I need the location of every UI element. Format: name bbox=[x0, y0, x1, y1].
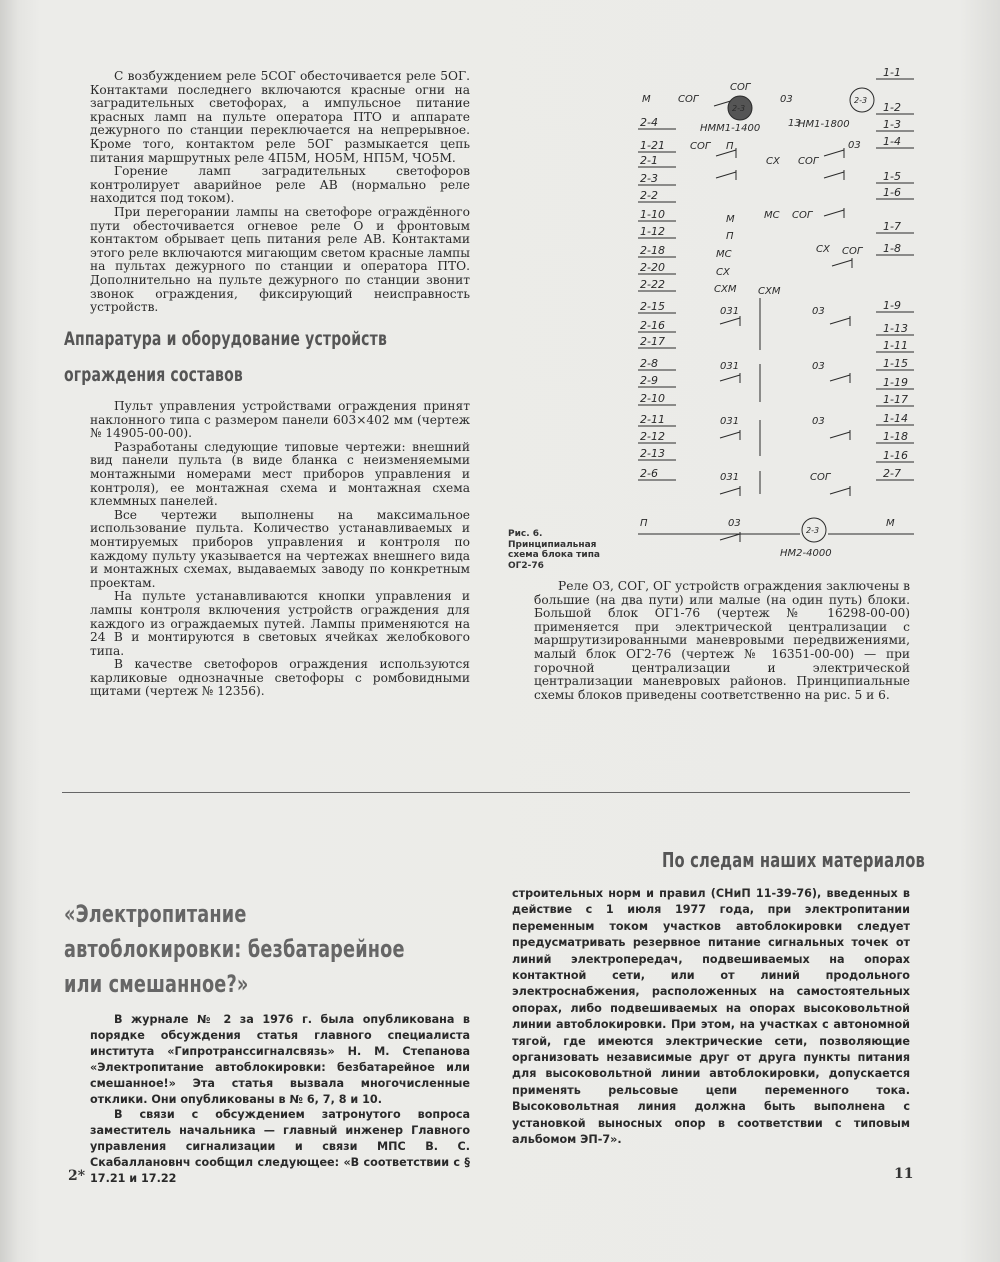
relay-coil-icon-label: 2-3 bbox=[732, 104, 746, 113]
terminal-label-left: 1-21 bbox=[640, 139, 665, 152]
section-divider bbox=[62, 792, 910, 793]
relay-contact bbox=[716, 172, 736, 178]
diagram-label: СХ bbox=[766, 156, 780, 167]
terminal-label-left: 2-6 bbox=[640, 467, 658, 480]
diagram-label: СОГ bbox=[690, 141, 711, 152]
diagram-label: 031 bbox=[720, 361, 740, 372]
diagram-label: 03 bbox=[848, 140, 861, 151]
relay-contact bbox=[832, 260, 852, 266]
diagram-label: МС bbox=[764, 210, 780, 221]
article-title-line1: «Электропитание bbox=[64, 900, 247, 928]
diagram-label: М bbox=[642, 94, 651, 105]
relay-coil-icon-label: 2-3 bbox=[806, 526, 820, 535]
diagram-label: П bbox=[640, 518, 648, 529]
diagram-label: МС bbox=[716, 249, 732, 260]
diagram-label: СОГ bbox=[792, 210, 813, 221]
terminal-label-right: 1-15 bbox=[883, 357, 908, 370]
relay-contact bbox=[824, 172, 844, 178]
relay-coil-icon-label: 2-3 bbox=[854, 96, 868, 105]
relay-contact bbox=[824, 210, 844, 216]
figure-caption bbox=[508, 529, 618, 571]
diagram-label: НМ1-1800 bbox=[798, 119, 850, 130]
diagram-label: 031 bbox=[720, 472, 740, 483]
terminal-label-left: 2-20 bbox=[640, 261, 665, 274]
terminal-label-left: 2-1 bbox=[640, 154, 658, 167]
paragraph: При перегорании лампы на светофоре ограждённого пути обесточивается огневое реле О и фронтовым контактом обрывает цепь питания реле АВ. Контактами этого реле включаются мигающим светом красные лампы на пультах дежурного по станции и оператора ПТО. Дополнительно на пульте дежурного по станции звонит звонок ограждения, фиксирующий неисправность устройств. bbox=[90, 204, 470, 315]
terminal-label-right: 1-6 bbox=[883, 186, 901, 199]
paragraph: Разработаны следующие типовые чертежи: внешний вид панели пульта (в виде бланка с неизменяемыми монтажными номерами мест приборов управления и контроля), ее монтажная схема и монтажная схема клеммных панелей. bbox=[90, 439, 470, 509]
article-title-line3: или смешанное?» bbox=[64, 970, 249, 998]
terminal-label-left: 2-3 bbox=[640, 172, 658, 185]
terminal-label-right: 1-16 bbox=[883, 449, 908, 462]
circuit-diagram bbox=[630, 66, 920, 566]
relay-contact bbox=[830, 432, 850, 438]
paragraph: В качестве светофоров ограждения используются карликовые однозначные светофоры с ромбовидными щитами (чертеж № 12356). bbox=[90, 657, 470, 699]
diagram-label: 03 bbox=[812, 306, 825, 317]
paragraph: В связи с обсуждением затронутого вопроса заместитель начальника — главный инженер Главного управления сигнализации и связи МПС В. С. Скабаллановнч сообщил следующее: «В соответствии с § 17.21 и 17.22 bbox=[90, 1108, 470, 1186]
terminal-label-left: 2-13 bbox=[640, 447, 665, 460]
terminal-label-left: 2-22 bbox=[640, 278, 665, 291]
figure-caption-text: Рис. 6. Принципиальная схема блока типа ОГ2-76 bbox=[508, 529, 600, 571]
terminal-label-right: 1-11 bbox=[883, 339, 908, 352]
terminal-label-right: 1-5 bbox=[883, 170, 901, 183]
paragraph: Все чертежи выполнены на максимальное использование пульта. Количество устанавливаемых и монтируемых приборов управления и контроля по каждому пульту указывается на чертежах внешнего вида и монтажных схемах, выдаваемых заводу по конкретным проектам. bbox=[90, 507, 470, 590]
section-heading-line2: ограждения составов bbox=[64, 364, 243, 386]
relay-contact bbox=[720, 488, 740, 494]
terminal-label-right: 1-17 bbox=[883, 393, 908, 406]
article-right-column bbox=[512, 886, 910, 1149]
diagram-label: СХ bbox=[816, 244, 830, 255]
article-title-line2: автоблокировки: безбатарейное bbox=[64, 935, 405, 963]
terminal-label-right: 1-9 bbox=[883, 299, 901, 312]
diagram-label: СОГ bbox=[842, 246, 863, 257]
diagram-label: 03 bbox=[812, 361, 825, 372]
terminal-label-right: 1-14 bbox=[883, 412, 908, 425]
terminal-label-left: 2-2 bbox=[640, 189, 658, 202]
terminal-label-right: 1-18 bbox=[883, 430, 908, 443]
relay-contact bbox=[830, 318, 850, 324]
diagram-label: 03 bbox=[812, 416, 825, 427]
diagram-label: 031 bbox=[720, 416, 740, 427]
diagram-label: СХМ bbox=[714, 284, 737, 295]
relay-contact bbox=[720, 318, 740, 324]
section-heading-line1: Аппаратура и оборудование устройств bbox=[64, 328, 387, 350]
diagram-label: М bbox=[726, 214, 735, 225]
relay-contact bbox=[830, 375, 850, 381]
diagram-label: СХ bbox=[716, 267, 730, 278]
paragraph: На пульте устанавливаются кнопки управления и лампы контроля включения устройств ограждения для каждого из ограждаемых путей. Лампы применяются на 24 В и монтируются в световых ячейках желобкового типа. bbox=[90, 589, 470, 658]
diagram-label: СОГ bbox=[730, 82, 751, 93]
section-label: По следам наших материалов bbox=[662, 848, 926, 872]
relay-contact bbox=[830, 488, 850, 494]
terminal-label-right: 1-3 bbox=[883, 118, 901, 131]
terminal-label-right: 1-19 bbox=[883, 376, 908, 389]
diagram-label: 13 bbox=[788, 118, 801, 129]
paragraph: Пульт управления устройствами ограждения принят наклонного типа с размером панели 603×402 мм (чертеж № 14905-00-00). bbox=[90, 399, 470, 441]
diagram-label: 03 bbox=[780, 94, 793, 105]
terminal-label-left: 2-11 bbox=[640, 413, 665, 426]
relay-contact bbox=[824, 150, 844, 156]
paragraph: Горение ламп заградительных светофоров контролирует аварийное реле АВ (нормально реле находится под током). bbox=[90, 164, 470, 206]
paragraph: Реле ОЗ, СОГ, ОГ устройств ограждения заключены в большие (на два пути) или малые (на один путь) блоки. Большой блок ОГ1-76 (чертеж № 16298-00-00) применяется при электрической централизации с маршрутизированными маневровыми передвижениями, малый блок ОГ2-76 (чертеж № 16351-00-00) — при горочной централизации и электрической централизации маневровых районов. Принципиальные схемы блоков приведены соответственно на рис. 5 и 6. bbox=[534, 579, 910, 702]
relay-contact bbox=[720, 534, 740, 540]
diagram-label: 03 bbox=[728, 518, 741, 529]
article-left-column bbox=[90, 1012, 470, 1187]
relay-contact bbox=[720, 432, 740, 438]
terminal-label-right: 1-4 bbox=[883, 135, 901, 148]
diagram-label: П bbox=[726, 231, 734, 242]
diagram-label: СХМ bbox=[758, 286, 781, 297]
terminal-label-right: 1-1 bbox=[883, 66, 901, 79]
paragraph: строительных норм и правил (СНиП 11-39-76), введенных в действие с 1 июля 1977 года, при электропитании переменным током участков автоблокировки следует предусматривать резервное питание сигнальных точек от линий электропередач, подвешиваемых на опорах контактной сети, или от линий продольного электроснабжения, расположенных на самостоятельных опорах, либо подвешиваемых на опорах высоковольтной линии автоблокировки. При этом, на участках с автономной тягой, где имеются электрические сети, позволяющие организовать независимые друг от друга пункты питания для высоковольтной линии автоблокировки, допускается применять рельсовые цепи переменного тока. Высоковольтная линия должна быть выполнена с установкой выносных опор в соответствии с типовым альбомом ЭП-7». bbox=[512, 887, 910, 1147]
terminal-label-left: 2-8 bbox=[640, 357, 658, 370]
terminal-label-left: 2-16 bbox=[640, 319, 665, 332]
relay-contact bbox=[720, 375, 740, 381]
terminal-label-left: 2-18 bbox=[640, 244, 665, 257]
terminal-label-right: 2-7 bbox=[883, 467, 901, 480]
diagram-label: СОГ bbox=[810, 472, 831, 483]
diagram-label: НМ2-4000 bbox=[780, 548, 832, 559]
terminal-label-left: 2-12 bbox=[640, 430, 665, 443]
diagram-label: М bbox=[886, 518, 895, 529]
page-number: 11 bbox=[894, 1166, 914, 1182]
terminal-label-right: 1-13 bbox=[883, 322, 908, 335]
diagram-label: П bbox=[726, 141, 734, 152]
terminal-label-right: 1-7 bbox=[883, 220, 901, 233]
diagram-label: СОГ bbox=[798, 156, 819, 167]
paragraph: В журнале № 2 за 1976 г. была опубликована в порядке обсуждения статья главного специалиста института «Гипротранссигналсвязь» Н. М. Степанова «Электропитание автоблокировки: безбатарейное или смешанное!» Эта статья вызвала многочисленные отклики. Они опубликованы в № 6, 7, 8 и 10. bbox=[90, 1013, 470, 1106]
diagram-label: НММ1-1400 bbox=[700, 123, 761, 134]
right-column-top bbox=[534, 580, 910, 702]
terminal-label-left: 2-15 bbox=[640, 300, 665, 313]
terminal-label-right: 1-8 bbox=[883, 242, 901, 255]
diagram-label: 031 bbox=[720, 306, 740, 317]
terminal-label-left: 2-9 bbox=[640, 374, 658, 387]
terminal-label-right: 1-2 bbox=[883, 101, 901, 114]
terminal-label-left: 1-12 bbox=[640, 225, 665, 238]
terminal-label-left: 2-10 bbox=[640, 392, 665, 405]
paragraph: С возбуждением реле 5СОГ обесточивается реле 5ОГ. Контактами последнего включаются красные огни на заградительных светофорах, а импульсное питание красных ламп на пульте оператора ПТО и аппарате дежурного по станции переключается на непрерывное. Кроме того, контактом реле 5ОГ размыкается цепь питания маршрутных реле 4П5М, НО5М, НП5М, ЧО5М. bbox=[90, 69, 470, 165]
terminal-label-left: 2-4 bbox=[640, 116, 658, 129]
terminal-label-left: 1-10 bbox=[640, 208, 665, 221]
terminal-label-left: 2-17 bbox=[640, 335, 665, 348]
diagram-label: СОГ bbox=[678, 94, 699, 105]
left-column-bottom bbox=[90, 400, 470, 699]
left-column-top bbox=[90, 70, 470, 315]
folio-left: 2* bbox=[68, 1168, 86, 1184]
